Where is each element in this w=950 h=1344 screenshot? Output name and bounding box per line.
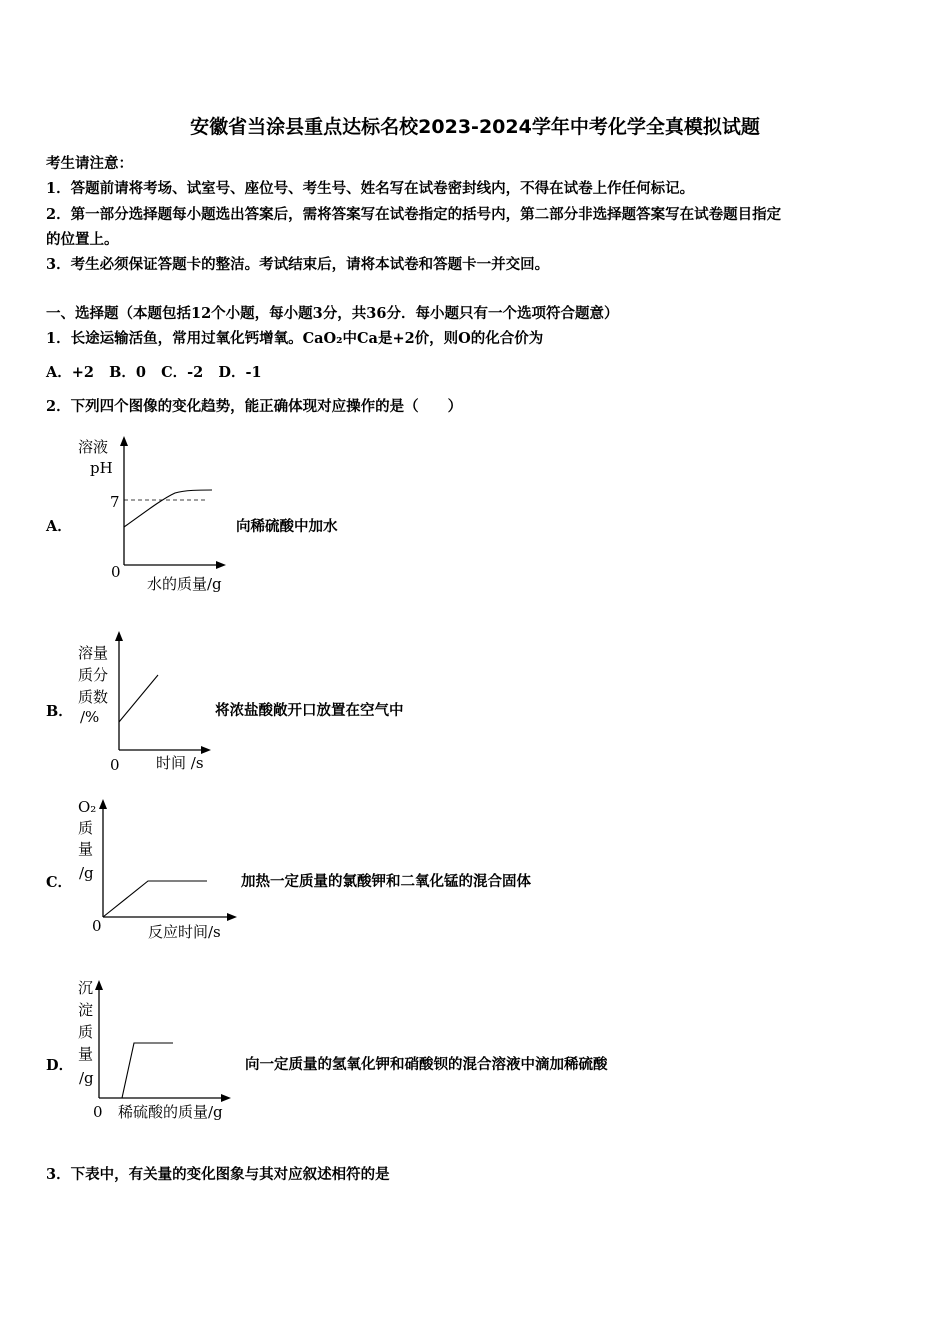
graph-d-line bbox=[122, 1043, 173, 1098]
notice-item-1: 1．答题前请将考场、试室号、座位号、考生号、姓名写在试卷密封线内，不得在试卷上作任何标记。 bbox=[46, 180, 695, 197]
graph-c-origin: 0 bbox=[92, 917, 102, 935]
graph-c-xlabel: 反应时间/s bbox=[148, 923, 221, 941]
graph-b-ylabel-2: 质分 bbox=[78, 666, 109, 684]
question-1-options: A．+2 B．0 C．-2 D．-1 bbox=[46, 364, 262, 381]
graph-b-origin: 0 bbox=[110, 756, 120, 774]
graph-c-ylabel-1: O₂ bbox=[78, 798, 97, 816]
graph-b-ylabel-4: /% bbox=[80, 708, 100, 726]
option-d-desc: 向一定质量的氢氧化钾和硝酸钡的混合溶液中滴加稀硫酸 bbox=[245, 1056, 608, 1073]
option-b-letter: B． bbox=[46, 703, 73, 720]
graph-a-xlabel: 水的质量/g bbox=[147, 575, 222, 593]
graph-b-ylabel-1: 溶量 bbox=[78, 644, 109, 662]
section-heading: 一、选择题（本题包括12个小题，每小题3分，共36分．每小题只有一个选项符合题意） bbox=[46, 305, 619, 322]
option-c-letter: C． bbox=[46, 874, 73, 891]
notice-heading: 考生请注意： bbox=[46, 155, 133, 172]
graph-b-ylabel-3: 质数 bbox=[78, 688, 109, 706]
graph-d-xlabel: 稀硫酸的质量/g bbox=[118, 1103, 223, 1121]
page-title: 安徽省当涂县重点达标名校2023-2024学年中考化学全真模拟试题 bbox=[190, 116, 760, 138]
graph-a-tick-7: 7 bbox=[110, 493, 120, 511]
option-b-desc: 将浓盐酸敞开口放置在空气中 bbox=[215, 702, 404, 719]
graph-d-ylabel-5: /g bbox=[79, 1069, 94, 1087]
graph-d-ylabel-2: 淀 bbox=[78, 1001, 94, 1019]
graph-c-ylabel-3: 量 bbox=[78, 840, 94, 858]
question-3-stem: 3．下表中，有关量的变化图象与其对应叙述相符的是 bbox=[46, 1166, 390, 1183]
question-2-stem: 2．下列四个图像的变化趋势，能正确体现对应操作的是（ ） bbox=[46, 398, 463, 415]
notice-item-2: 2．第一部分选择题每小题选出答案后，需将答案写在试卷指定的括号内，第二部分非选择题答案写在试卷题目指定 bbox=[46, 206, 782, 223]
graph-c-ylabel-2: 质 bbox=[78, 819, 94, 837]
graph-d-origin: 0 bbox=[93, 1103, 103, 1121]
graph-b-xlabel: 时间 /s bbox=[156, 754, 204, 772]
option-d-letter: D． bbox=[46, 1057, 74, 1074]
notice-item-2-cont: 的位置上。 bbox=[46, 231, 119, 248]
option-c-desc: 加热一定质量的氯酸钾和二氧化锰的混合固体 bbox=[241, 873, 531, 890]
graph-d-ylabel-1: 沉 bbox=[78, 979, 94, 997]
graph-a-ylabel-2: pH bbox=[90, 459, 113, 477]
graph-a-ylabel-1: 溶液 bbox=[78, 438, 109, 456]
notice-item-3: 3．考生必须保证答题卡的整洁。考试结束后，请将本试卷和答题卡一并交回。 bbox=[46, 256, 550, 273]
graph-c-ylabel-4: /g bbox=[79, 864, 94, 882]
option-a-letter: A． bbox=[46, 518, 72, 535]
graph-d-y-arrow bbox=[95, 980, 103, 990]
option-a-desc: 向稀硫酸中加水 bbox=[236, 518, 338, 535]
graph-d-ylabel-3: 质 bbox=[78, 1023, 94, 1041]
graph-d-x-arrow bbox=[221, 1094, 231, 1102]
graph-a-origin: 0 bbox=[111, 563, 121, 581]
question-1-stem: 1．长途运输活鱼，常用过氧化钙增氧。CaO₂中Ca是+2价，则O的化合价为 bbox=[46, 330, 544, 347]
graph-d-ylabel-4: 量 bbox=[78, 1045, 94, 1063]
